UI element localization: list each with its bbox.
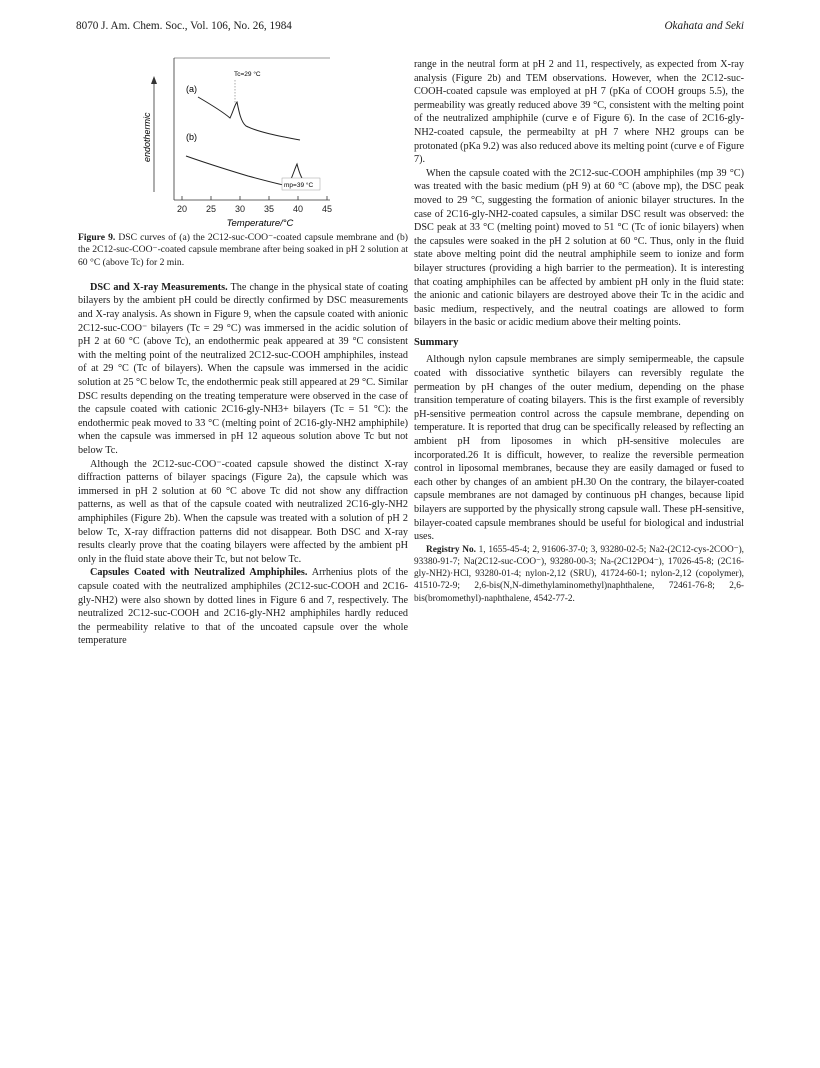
paragraph [78, 566, 408, 648]
registry-label: Registry No. [426, 544, 476, 555]
paragraph-text: The change in the physical state of coating bilayers by the ambient pH could be directly confirmed by DSC measurements and X-ray analysis. As shown in Figure 9, when the capsule coated with anionic 2C12-suc-COO⁻ bilayers (Tc = 29 °C) was immersed in the acidic solution of pH 2 at 60 °C (above Tc), an endothermic peak appeared at 39 °C consistent with the melting point of the neutralized 2C12-suc-COOH amphiphiles, instead of at 29 °C (Tc of bilayers). When the capsule was immersed in the acidic solution at 25 °C below Tc, the endothermic peak still appeared at 29 °C. Similar DSC results depending on the treating temperature were observed in the case of the capsule coated with cationic 2C16-gly-NH3+ bilayers (Tc = 51 °C): the endothermic peak moved to 33 °C (melting point of 2C16-gly-NH2 amphiphile) when the capsule was immersed in pH 12 aqueous solution above Tc but not below Tc. [78, 281, 409, 457]
x-tick-label: 25 [205, 204, 217, 214]
x-tick-label: 20 [176, 204, 188, 214]
journal-citation: 8070 J. Am. Chem. Soc., Vol. 106, No. 26, 1984 [76, 20, 292, 32]
paragraph [78, 281, 408, 458]
x-tick-label: 45 [321, 204, 333, 214]
paragraph-text: Arrhenius plots of the capsule coated with the neutralized amphiphiles (2C12-suc-COOH and 2C16-gly-NH2) were also shown by dotted lines in Figure 6 and 7, respectively. The neutralized 2C12-suc-COOH and 2C16-gly-NH2 amphiphiles hardly reduced the permeability relative to that of the uncoated capsule over the whole temperature [78, 567, 408, 647]
section-heading: Capsules Coated with Neutralized Amphiphiles. [90, 567, 308, 579]
right-column [414, 58, 744, 605]
x-tick-marks [182, 196, 327, 200]
figure-9-dsc-plot [78, 52, 408, 230]
registry-numbers [414, 544, 744, 605]
curve-b-label: (b) [186, 132, 197, 142]
y-axis-label: endothermic [142, 112, 152, 162]
registry-text: 1, 1655-45-4; 2, 91606-37-0; 3, 93280-02-5; Na2-(2C12-cys-2COO⁻), 93380-91-7; Na(2C12-suc-COO⁻), 93280-00-3; Na-(2C12PO4⁻), 17026-45-8; (2C16-gly-NH2)·HCl, 93280-01-4; nylon-2,12 (SRU), 41724-60-1; nylon-2,12 (copolymer), 41510-72-9; 2,6-bis(N,N-dimethylaminomethyl)naphthalene, 72461-76-8; 2,6-bis(bromomethyl)-naphthalene, 4542-77-2. [414, 544, 744, 604]
running-header [76, 20, 744, 36]
x-axis-label: Temperature/°C [226, 218, 294, 229]
arrow-up-icon [151, 76, 157, 84]
summary-heading: Summary [414, 336, 459, 348]
tc-annotation: Tc=29 °C [234, 71, 261, 78]
x-tick-label: 35 [263, 204, 275, 214]
x-tick-label: 30 [234, 204, 246, 214]
x-tick-label: 40 [292, 204, 304, 214]
curve-a [198, 97, 300, 140]
section-heading: DSC and X-ray Measurements. [90, 281, 228, 293]
mp-annotation: mp=39 °C [284, 182, 314, 189]
curve-a-label: (a) [186, 84, 197, 94]
authors: Okahata and Seki [664, 20, 744, 32]
caption-text: DSC curves of (a) the 2C12-suc-COO⁻-coated capsule membrane and (b) the 2C12-suc-COO⁻-coated capsule membrane after being soaked in pH 2 solution at 60 °C (above Tc) for 2 min. [78, 232, 408, 268]
dsc-curves-svg [78, 52, 408, 230]
left-column [78, 52, 408, 648]
paragraph: When the capsule coated with the 2C12-suc-COOH amphiphiles (mp 39 °C) was treated with the basic medium (pH 9) at 60 °C (above mp), the DSC peak moved to 29 °C, suggesting the formation of anionic bilayer structures. In the case of 2C16-gly-NH2-coated capsules, a similar DSC result was observed: the DSC peak at 33 °C (melting point) moved to 51 °C (Tc of ionic bilayers) when the capsules were soaked in the pH 2 solution at 60 °C. Thus, only in the fluid state above melting point did the neutral amphiphile seem to ionize and form bilayer structures (providing a high barrier to the permeation). It is interesting that coating amphiphiles can be affected by ambient pH only in the fluid state: the anionic and cationic bilayers are destroyed above their Tc in the acidic and basic medium, respectively, and the neutral coatings are allowed to form bilayers in the basic or acidic medium above their melting points. [414, 167, 744, 329]
paragraph: Although the 2C12-suc-COO⁻-coated capsule showed the distinct X-ray diffraction patterns of bilayer spacings (Figure 2a), the capsule which was immersed in pH 2 solution at 60 °C above Tc did not show any diffraction patterns, as well as that of the capsule coated with neutralized 2C16-gly-NH2 amphiphiles (Figure 2b). When the capsule was treated with a solution of pH 2 below Tc, X-ray diffraction patterns did not disappear. Both DSC and X-ray results clearly prove that the coating bilayers were affected by the ambient pH only in the fluid state above their Tc, but not below Tc. [78, 458, 408, 565]
caption-label: Figure 9. [78, 232, 116, 243]
paragraph: range in the neutral form at pH 2 and 11, respectively, as expected from X-ray analysis (Figure 2b) and TEM observations. However, when the 2C12-suc-COOH-coated capsule was employed at pH 7 (pKa of COOH groups 5.5), the permeability was greatly reduced above 39 °C, consistent with the melting point of the neutralized amphiphile (curve e of Figure 6). In the case of 2C16-gly-NH2-coated capsule, the permeabilty at pH 7 where NH2 groups can be protonated (pKa 9.2) was also reduced above its melting point (curve e of Figure 7). [414, 59, 744, 166]
paragraph: Although nylon capsule membranes are simply semipermeable, the capsule coated with dissociative synthetic bilayers can reversibly regulate the permeation by pH changes of the outer medium, depending on the phase transition temperature of coating bilayers. This is the first example of reversibly pH-sensitive permeation control across the capsule membrane, depending on temperature. It is reported that drug can be specifically released by reflecting an ambient pH from liposomes in which pH-sensitive molecules are incorporated.26 It is difficult, however, to realize the reversible permeation control in liposomal membranes, because they are easily damaged or fused to each other by changes of an ambient pH.30 On the contrary, the bilayer-coated capsule membranes are not damaged by continuous pH changes, because lipid bilayers are supported by the physically strong capsule wall. These pH-sensitive, bilayer-coated capsule membranes should be useful for biological and industrial uses. [414, 354, 744, 543]
figure-caption [78, 232, 408, 269]
